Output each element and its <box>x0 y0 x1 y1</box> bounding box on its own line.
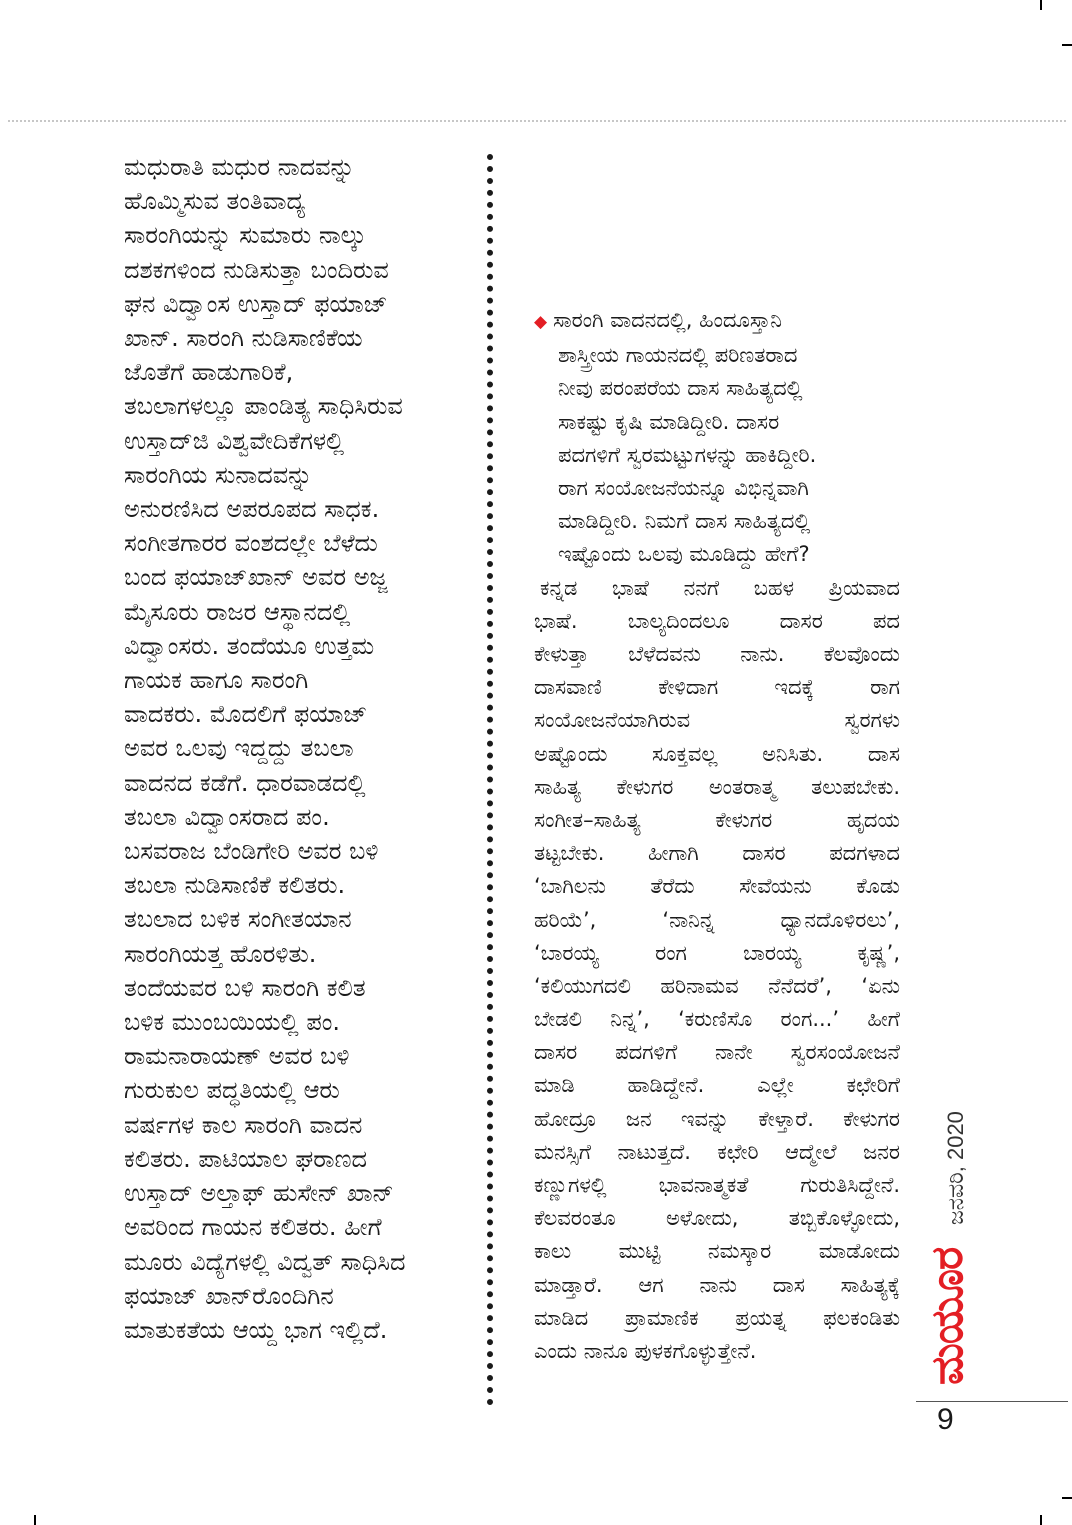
answer-line: ಮಾಡಿದ ಪ್ರಾಮಾಣಿಕ ಪ್ರಯತ್ನ ಫಲಕಂಡಿತು <box>534 1305 900 1330</box>
intro-line: ಮೂರು ವಿದ್ಯೆಗಳಲ್ಲಿ ವಿದ್ವತ್ ಸಾಧಿಸಿದ <box>124 1247 406 1276</box>
intro-line: ಖಾನ್. ಸಾರಂಗಿ ನುಡಿಸಾಣಿಕೆಯ <box>124 324 363 353</box>
intro-column <box>124 150 474 1347</box>
intro-line: ಮಾತುಕತೆಯ ಆಯ್ದ ಭಾಗ ಇಲ್ಲಿದೆ. <box>124 1315 388 1344</box>
intro-line: ವಾದನದ ಕಡೆಗೆ. ಧಾರವಾಡದಲ್ಲಿ <box>124 768 366 797</box>
intro-line: ಉಸ್ತಾದ್ ಅಲ್ತಾಫ್ ಹುಸೇನ್ ಖಾನ್ <box>124 1179 394 1208</box>
question-line: ಸಾಕಷ್ಟು ಕೃಷಿ ಮಾಡಿದ್ದೀರಿ. ದಾಸರ <box>558 409 780 434</box>
question-line <box>534 304 900 339</box>
answer-line: ಸಂಯೋಜನೆಯಾಗಿರುವ ಸ್ವರಗಳು <box>534 708 900 733</box>
intro-line: ಹೊಮ್ಮಿಸುವ ತಂತಿವಾದ್ಯ <box>124 187 306 216</box>
answer-line: ‘ಬಾಗಿಲನು ತೆರೆದು ಸೇವೆಯನು ಕೊಡು <box>534 874 900 899</box>
intro-line: ವರ್ಷಗಳ ಕಾಲ ಸಾರಂಗಿ ವಾದನ <box>124 1110 363 1139</box>
intro-line: ತಂದೆಯವರ ಬಳಿ ಸಾರಂಗಿ ಕಲಿತ <box>124 973 366 1002</box>
answer-line: ಕೇಳುತ್ತಾ ಬೆಳೆದವನು ನಾನು. ಕೆಲವೊಂದು <box>534 642 900 666</box>
page-number: 9 <box>937 1403 954 1436</box>
answer-line: ದಾಸರ ಪದಗಳಿಗೆ ನಾನೇ ಸ್ವರಸಂಯೋಜನೆ <box>534 1040 900 1065</box>
answer-line: ಕೆಲವರಂತೂ ಅಳೋದು, ತಬ್ಬಿಕೊಳ್ಳೋದು, <box>534 1206 900 1231</box>
answer-line: ತಟ್ಟಬೇಕು. ಹೀಗಾಗಿ ದಾಸರ ಪದಗಳಾದ <box>534 841 900 866</box>
crop-mark-right-lower <box>1062 1497 1072 1499</box>
intro-line: ತಬಲಾಗಳಲ್ಲೂ ಪಾಂಡಿತ್ಯ ಸಾಧಿಸಿರುವ <box>124 392 403 421</box>
question-line: ನೀವು ಪರಂಪರೆಯ ದಾಸ ಸಾಹಿತ್ಯದಲ್ಲಿ <box>558 376 803 401</box>
intro-line: ಅನುರಣಿಸಿದ ಅಪರೂಪದ ಸಾಧಕ. <box>124 495 380 524</box>
answer-line: ಅಷ್ಟೊಂದು ಸೂಕ್ತವಲ್ಲ ಅನಿಸಿತು. ದಾಸ <box>534 741 900 766</box>
answer-line: ಕಾಲು ಮುಟ್ಟಿ ನಮಸ್ಕಾರ ಮಾಡೋದು <box>534 1239 900 1264</box>
intro-line: ಬಂದ ಫಯಾಜ್‌ಖಾನ್ ಅವರ ಅಜ್ಜ <box>124 563 388 592</box>
intro-line: ವಿದ್ವಾಂಸರು. ತಂದೆಯೂ ಉತ್ತಮ <box>124 631 375 660</box>
answer-line: ಸಂಗೀತ–ಸಾಹಿತ್ಯ ಕೇಳುಗರ ಹೃದಯ <box>534 807 900 832</box>
intro-line: ಸಂಗೀತಗಾರರ ವಂಶದಲ್ಲೇ ಬೆಳೆದು <box>124 529 378 558</box>
answer-line: ಮಾಡಿ ಹಾಡಿದ್ದೇನೆ. ಎಲ್ಲೇ ಕಛೇರಿಗೆ <box>534 1073 900 1098</box>
answer-line: ಎಂದು ನಾನೂ ಪುಳಕಗೊಳ್ಳುತ್ತೇನೆ. <box>534 1338 757 1363</box>
intro-line: ಸಾರಂಗಿಯನ್ನು ಸುಮಾರು ನಾಲ್ಕು <box>124 221 367 250</box>
column-dotted-divider <box>487 154 493 1406</box>
intro-line: ಫಯಾಜ್ ಖಾನ್‌ರೊಂದಿಗಿನ <box>124 1281 334 1310</box>
question-line: ಇಷ್ಟೊಂದು ಒಲವು ಮೂಡಿದ್ದು ಹೇಗೆ? <box>558 542 810 567</box>
answer-line: ಹರಿಯೆ’, ‘ನಾನಿನ್ನ ಧ್ಯಾನದೊಳಿರಲು’, <box>534 907 900 932</box>
intro-line: ತಬಲಾದ ಬಳಿಕ ಸಂಗೀತಯಾನ <box>124 905 352 934</box>
intro-line: ವಾದಕರು. ಮೊದಲಿಗೆ ಫಯಾಜ್ <box>124 700 368 729</box>
question-line: ಪದಗಳಿಗೆ ಸ್ವರಮಟ್ಟುಗಳನ್ನು ಹಾಕಿದ್ದೀರಿ. <box>558 442 817 467</box>
intro-line: ಅವರಿಂದ ಗಾಯನ ಕಲಿತರು. ಹೀಗೆ <box>124 1213 382 1242</box>
intro-line: ಘನ ವಿದ್ವಾಂಸ ಉಸ್ತಾದ್ ಫಯಾಜ್ <box>124 289 388 318</box>
intro-line: ಅವರ ಒಲವು ಇದ್ದದ್ದು ತಬಲಾ <box>124 734 354 763</box>
answer-line: ಬೇಡಲಿ ನಿನ್ನ’, ‘ಕರುಣಿಸೊ ರಂಗ...’ ಹೀಗೆ <box>534 1007 900 1032</box>
intro-line: ಮಧುರಾತಿ ಮಧುರ ನಾದವನ್ನು <box>124 153 355 181</box>
intro-line: ದಶಕಗಳಿಂದ ನುಡಿಸುತ್ತಾ ಬಂದಿರುವ <box>124 255 389 284</box>
question-text: ಸಾರಂಗಿ ವಾದನದಲ್ಲಿ, ಹಿಂದೂಸ್ತಾನಿ <box>553 308 782 332</box>
answer-line: ಮಾಡ್ತಾರೆ. ಆಗ ನಾನು ದಾಸ ಸಾಹಿತ್ಯಕ್ಕೆ <box>534 1272 900 1297</box>
intro-line: ಜೊತೆಗೆ ಹಾಡುಗಾರಿಕೆ, <box>124 358 294 387</box>
answer-line: ‘ಬಾರಯ್ಯ ರಂಗ ಬಾರಯ್ಯ ಕೃಷ್ಣ’, <box>534 940 900 965</box>
crop-mark-bottom-right <box>1040 1515 1042 1525</box>
footer-rule <box>916 1401 1068 1402</box>
intro-line: ರಾಮನಾರಾಯಣ್ ಅವರ ಬಳಿ <box>124 1042 350 1071</box>
crop-mark-top-right <box>1040 0 1042 10</box>
intro-line: ಕಲಿತರು. ಪಾಟಿಯಾಲ ಘರಾಣದ <box>124 1144 367 1173</box>
answer-line: ಭಾಷೆ. ಬಾಲ್ಯದಿಂದಲೂ ದಾಸರ ಪದ <box>534 608 900 633</box>
intro-line: ಉಸ್ತಾದ್‌ಜಿ ವಿಶ್ವವೇದಿಕೆಗಳಲ್ಲಿ <box>124 426 345 455</box>
question-line: ಶಾಸ್ತ್ರೀಯ ಗಾಯನದಲ್ಲಿ ಪರಿಣತರಾದ <box>558 343 798 368</box>
issue-date: ಜನವರಿ, 2020 <box>943 1111 968 1225</box>
header-dotted-rule <box>8 120 1066 122</box>
answer-line: ಹೋದ್ರೂ ಜನ ಇವನ್ನು ಕೇಳ್ತಾರೆ. ಕೇಳುಗರ <box>534 1106 900 1131</box>
answer-line: ದಾಸವಾಣಿ ಕೇಳಿದಾಗ ಇದಕ್ಕೆ ರಾಗ <box>534 675 900 700</box>
answer-line: ‘ಕಲಿಯುಗದಲಿ ಹರಿನಾಮವ ನೆನೆದರೆ’, ‘ಏನು <box>534 973 900 998</box>
answer-line: ಸಾಹಿತ್ಯ ಕೇಳುಗರ ಅಂತರಾತ್ಮ ತಲುಪಬೇಕು. <box>534 774 900 799</box>
answer-line: ಕನ್ನಡ ಭಾಷೆ ನನಗೆ ಬಹಳ ಪ್ರಿಯವಾದ <box>540 575 900 600</box>
intro-line: ಬಳಿಕ ಮುಂಬಯಿಯಲ್ಲಿ ಪಂ. <box>124 1008 340 1037</box>
answer-line: ಮನಸ್ಸಿಗೆ ನಾಟುತ್ತದೆ. ಕಛೇರಿ ಆದ್ಮೇಲೆ ಜನರ <box>534 1139 900 1164</box>
intro-line: ಮೈಸೂರು ರಾಜರ ಆಸ್ಥಾನದಲ್ಲಿ <box>124 597 351 626</box>
intro-line: ತಬಲಾ ನುಡಿಸಾಣಿಕೆ ಕಲಿತರು. <box>124 871 346 900</box>
crop-mark-bottom-left <box>34 1515 36 1525</box>
diamond-bullet-icon: ◆ <box>534 312 548 332</box>
intro-line: ಸಾರಂಗಿಯತ್ತ ಹೊರಳಿತು. <box>124 939 317 968</box>
intro-line: ಸಾರಂಗಿಯ ಸುನಾದವನ್ನು <box>124 460 313 489</box>
intro-line: ಬಸವರಾಜ ಬೆಂಡಿಗೇರಿ ಅವರ ಬಳಿ <box>124 837 379 866</box>
question-line: ಮಾಡಿದ್ದೀರಿ. ನಿಮಗೆ ದಾಸ ಸಾಹಿತ್ಯದಲ್ಲಿ <box>558 509 811 534</box>
interview-column <box>534 304 900 1368</box>
intro-line: ಗುರುಕುಲ ಪದ್ಧತಿಯಲ್ಲಿ ಆರು <box>124 1076 340 1105</box>
intro-line: ತಬಲಾ ವಿದ್ವಾಂಸರಾದ ಪಂ. <box>124 802 330 831</box>
question-line: ರಾಗ ಸಂಯೋಜನೆಯನ್ನೂ ವಿಭಿನ್ನವಾಗಿ <box>558 476 809 501</box>
crop-mark-right-upper <box>1062 44 1072 46</box>
magazine-logo: ಮಯೂರ <box>922 1247 973 1385</box>
answer-line: ಕಣ್ಣುಗಳಲ್ಲಿ ಭಾವನಾತ್ಮಕತೆ ಗುರುತಿಸಿದ್ದೇನೆ. <box>534 1173 900 1197</box>
intro-line: ಗಾಯಕ ಹಾಗೂ ಸಾರಂಗಿ <box>124 666 309 695</box>
